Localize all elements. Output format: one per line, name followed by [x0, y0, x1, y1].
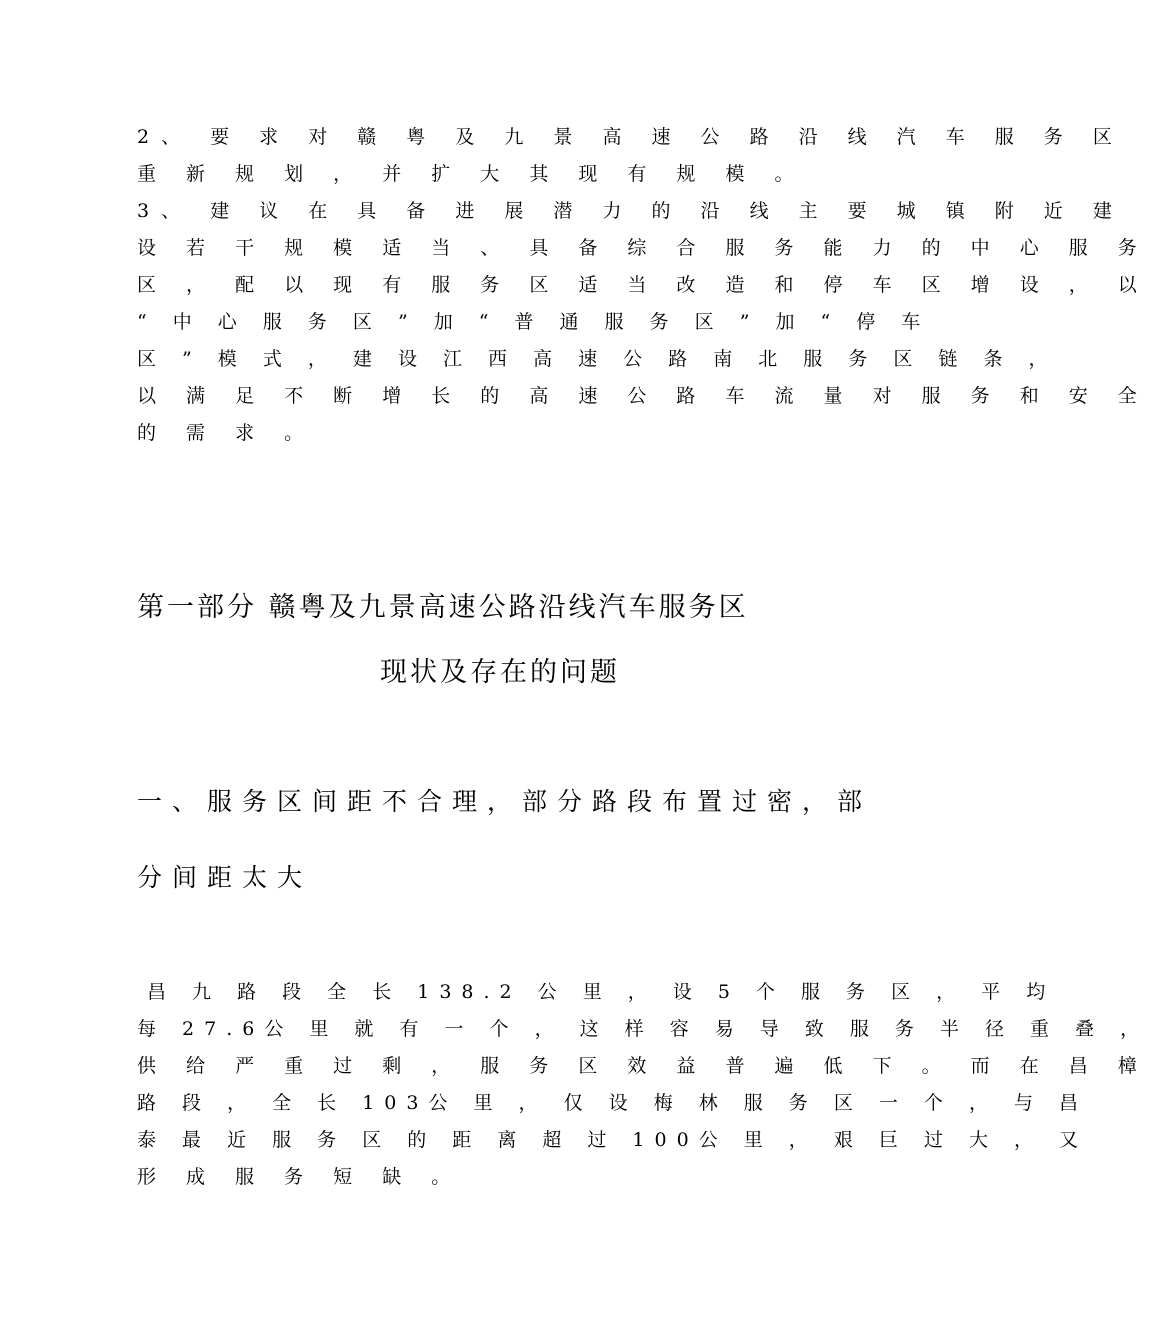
section-heading-line-1: 一、服务区间距不合理，部分路段布置过密，部 — [137, 787, 873, 816]
intro-line-9: 的 需 求 。 — [137, 422, 316, 444]
intro-line-2: 重 新 规 划 ， 并 扩 大 其 现 有 规 模 。 — [137, 163, 806, 185]
body-line-6: 形 成 服 务 短 缺 。 — [137, 1166, 463, 1188]
section-heading-line-2: 分间距太大 — [137, 863, 313, 892]
intro-line-8: 以 满 足 不 断 增 长 的 高 速 公 路 车 流 量 对 服 务 和 安 全 — [137, 385, 1149, 407]
body-line-3: 供 给 严 重 过 剩 ， 服 务 区 效 益 普 遍 低 下 。 而 在 昌 樟 — [137, 1055, 1149, 1077]
intro-line-1: 2、 要 求 对 赣 粤 及 九 景 高 速 公 路 沿 线 汽 车 服 务 区 — [137, 126, 1124, 148]
body-line-5: 泰 最 近 服 务 区 的 距 离 超 过 100公 里 ， 艰 巨 过 大 ， 又 — [137, 1129, 1089, 1151]
part-title-line-1: 第一部分 赣粤及九景高速公路沿线汽车服务区 — [137, 592, 749, 623]
body-line-4: 路 段 ， 全 长 103公 里 ， 仅 设 梅 林 服 务 区 一 个 ， 与 昌 — [137, 1092, 1089, 1114]
intro-line-6: “ 中 心 服 务 区 ” 加 “ 普 通 服 务 区 ” 加 “ 停 车 — [137, 311, 931, 333]
body-line-1: 昌 九 路 段 全 长 138.2 公 里 ， 设 5 个 服 务 区 ， 平 均 — [147, 981, 1056, 1003]
body-line-2: 每 27.6公 里 就 有 一 个 ， 这 样 容 易 导 致 服 务 半 径 重 叠 ， — [137, 1018, 1149, 1040]
part-title-line-2: 现状及存在的问题 — [380, 657, 620, 688]
intro-line-5: 区 ， 配 以 现 有 服 务 区 适 当 改 造 和 停 车 区 增 设 ， 以 — [137, 274, 1149, 296]
intro-line-4: 设 若 干 规 模 适 当 、 具 备 综 合 服 务 能 力 的 中 心 服 务 — [137, 237, 1149, 259]
intro-line-3: 3、 建 议 在 具 备 进 展 潜 力 的 沿 线 主 要 城 镇 附 近 建 — [137, 200, 1124, 222]
intro-line-7: 区 ” 模 式 ， 建 设 江 西 高 速 公 路 南 北 服 务 区 链 条 ， — [137, 348, 1058, 370]
